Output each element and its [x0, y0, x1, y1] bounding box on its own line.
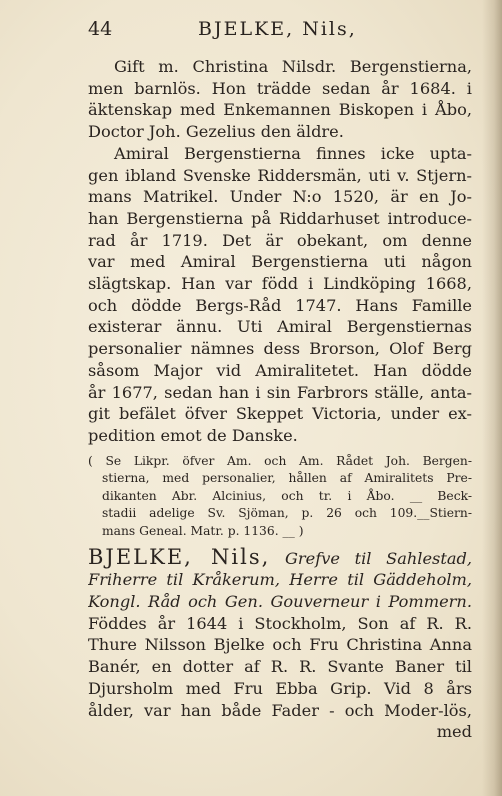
text-line: Gift m. Christina Nilsdr. Bergenstierna, — [114, 57, 472, 76]
text-line: var med Amiral Bergenstierna uti någon — [88, 252, 472, 272]
text-line: Föddes år 1644 i Stockholm, Son af R. R. — [88, 613, 472, 633]
footnote-line: stadii adelige Sv. Sjöman, p. 26 och 109.__Stiern- — [102, 506, 472, 521]
text-line: gen ibland Svenske Riddersmän, uti v. Stjern- — [88, 165, 472, 185]
page-body — [88, 56, 472, 743]
paragraph-marriage — [88, 56, 472, 143]
text-line: personalier nämnes dess Brorson, Olof Berg — [88, 339, 472, 359]
text-line: Kongl. Råd och Gen. Gouverneur i Pommern. — [88, 592, 472, 612]
footnote-references — [88, 453, 472, 541]
text-line: Amiral Bergenstierna finnes icke upta- — [114, 143, 472, 163]
text-line: år 1677, sedan han i sin Farbrors ställe, anta- — [88, 382, 472, 402]
page-header — [88, 16, 468, 46]
page-number: 44 — [88, 18, 113, 40]
entry-name: BJELKE, Nils, — [88, 546, 271, 569]
footnote-line: ( Se Likpr. öfver Am. och Am. Rådet Joh. Bergen- — [88, 453, 472, 468]
entry-bjelke-nils — [88, 547, 472, 743]
text-line: men barnlös. Hon trädde sedan år 1684. i — [88, 78, 472, 98]
text-line: han Bergenstierna på Riddarhuset introduce- — [88, 208, 472, 228]
text-line: äktenskap med Enkemannen Biskopen i Åbo, — [88, 100, 472, 120]
footnote-line: mans Geneal. Matr. p. 1136. __ ) — [102, 524, 304, 539]
text-line: existerar ännu. Uti Amiral Bergenstiernas — [88, 317, 472, 337]
text-line: mans Matrikel. Under N:o 1520, är en Jo- — [88, 187, 472, 207]
text-line: Doctor Joh. Gezelius den äldre. — [88, 122, 344, 142]
paragraph-bergenstierna — [88, 143, 472, 447]
text-line: och dödde Bergs-Råd 1747. Hans Famille — [88, 295, 472, 315]
entry-title: Grefve til Sahlestad, — [284, 548, 472, 568]
text-line: Thure Nilsson Bjelke och Fru Christina Anna — [88, 635, 472, 655]
footnote-line: dikanten Abr. Alcinius, och tr. i Åbo. __ Beck- — [102, 488, 472, 503]
text-line: Banér, en dotter af R. R. Svante Baner til — [88, 657, 472, 677]
footnote-line: stierna, med personalier, hållen af Amiralitets Pre- — [102, 471, 472, 486]
text-line: Friherre til Kråkerum, Herre til Gäddeholm, — [88, 570, 472, 590]
text-line: rad år 1719. Det är obekant, om denne — [88, 230, 472, 250]
entry-heading-line — [88, 547, 472, 570]
running-head: BJELKE, Nils, — [198, 18, 357, 40]
text-line: såsom Major vid Amiralitetet. Han dödde — [88, 360, 472, 380]
catchword: med — [436, 722, 472, 742]
text-line: git befälet öfver Skeppet Victoria, under ex- — [88, 404, 472, 424]
page-edge-shadow — [482, 0, 502, 796]
text-line: Djursholm med Fru Ebba Grip. Vid 8 års — [88, 678, 472, 698]
text-line: pedition emot de Danske. — [88, 425, 298, 445]
text-line: ålder, var han både Fader - och Moder-lös, — [88, 700, 472, 720]
text-line: slägtskap. Han var född i Lindköping 1668, — [88, 274, 472, 294]
